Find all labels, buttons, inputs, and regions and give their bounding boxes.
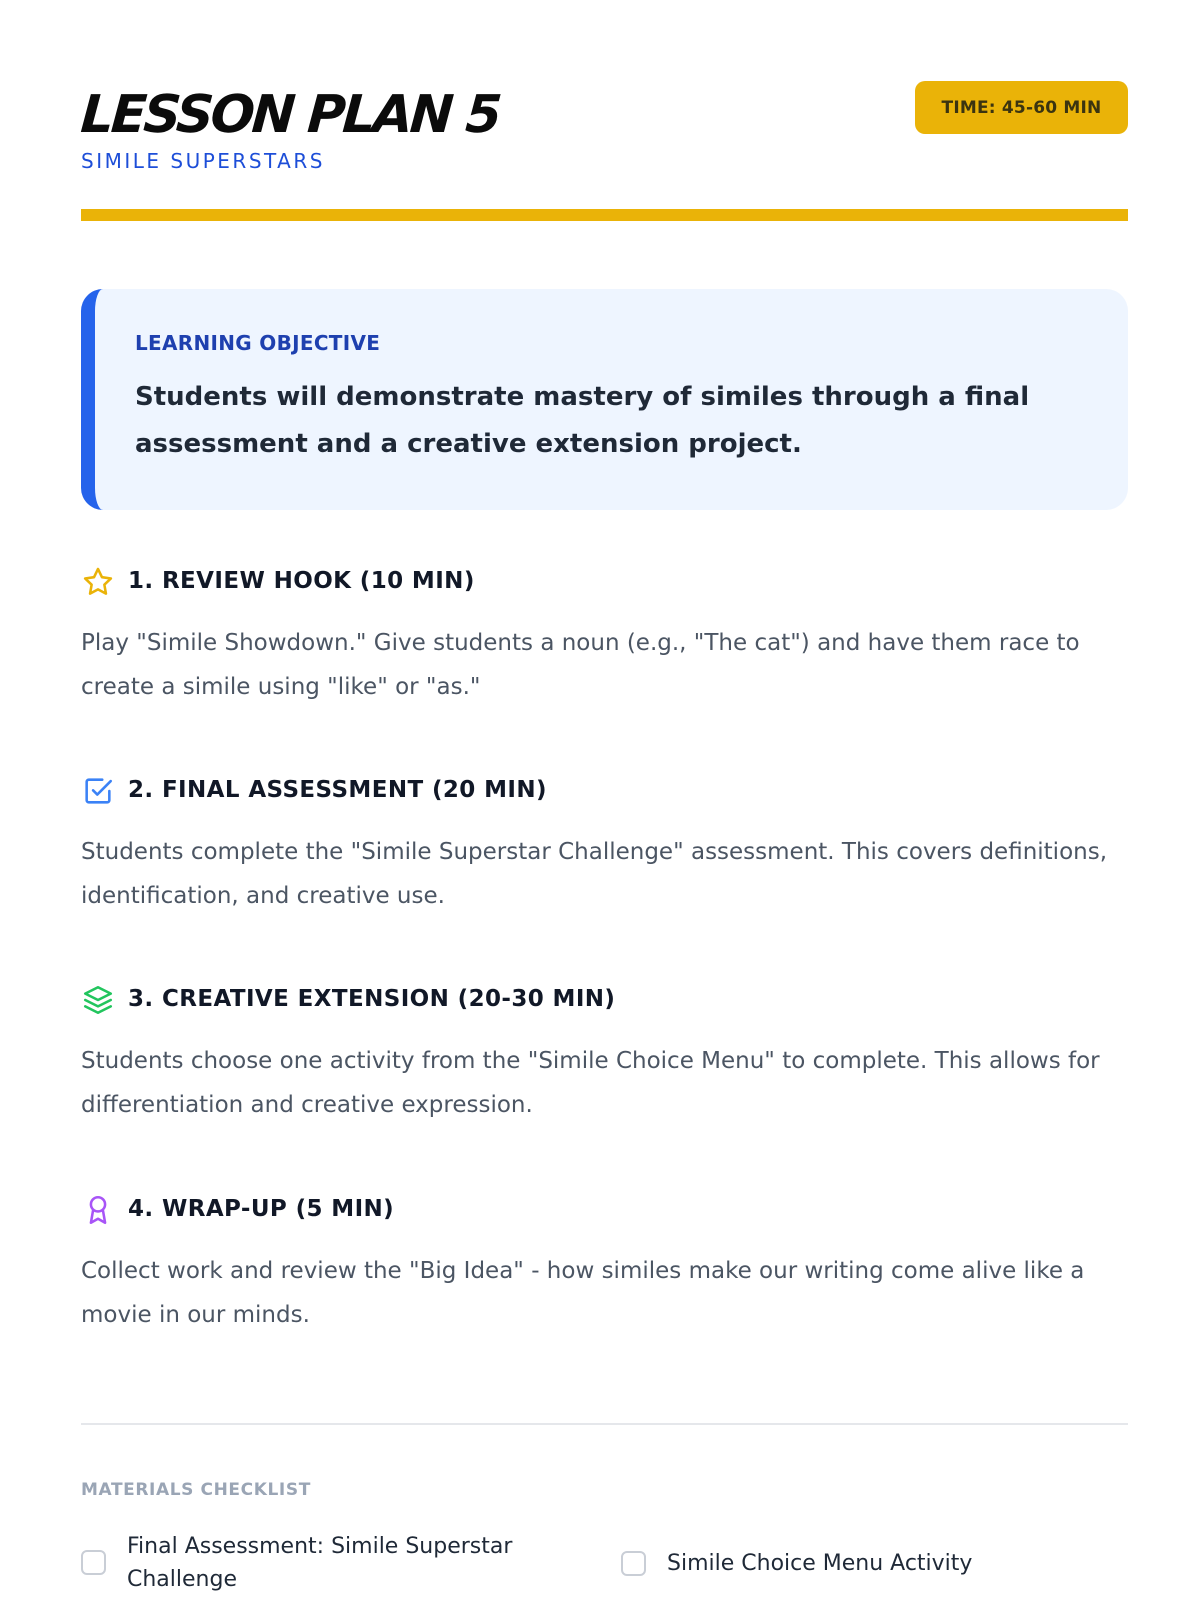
materials-item[interactable] [621, 1547, 1128, 1580]
section-divider [81, 1423, 1128, 1425]
step-header [81, 772, 1128, 812]
step-header [81, 1191, 1128, 1231]
time-badge: TIME: 45-60 MIN [915, 81, 1128, 134]
header-divider [81, 209, 1128, 221]
star-icon [81, 565, 115, 599]
step-description: Students complete the "Simile Superstar Challenge" assessment. This covers definitions, identification, and creative use. [81, 839, 1108, 909]
checkbox-check-icon [81, 774, 115, 808]
materials-label: MATERIALS CHECKLIST [81, 1480, 311, 1500]
lesson-plan-page [78, 0, 1128, 1592]
step-header [81, 981, 1128, 1021]
step-title: 1. REVIEW HOOK (10 MIN) [128, 568, 475, 594]
step-description: Play "Simile Showdown." Give students a noun (e.g., "The cat") and have them race to create a simile using "like" or "as." [81, 630, 1080, 700]
materials-item-label: Final Assessment: Simile Superstar Challenge [127, 1534, 513, 1592]
objective-text: Students will demonstrate mastery of similes through a final assessment and a creative extension project. [135, 382, 1030, 459]
objective-label: LEARNING OBJECTIVE [135, 331, 381, 355]
step-description: Collect work and review the "Big Idea" - how similes make our writing come alive like a movie in our minds. [81, 1258, 1085, 1328]
materials-checkbox[interactable] [621, 1551, 646, 1576]
materials-item-label: Simile Choice Menu Activity [667, 1551, 973, 1576]
step-title: 2. FINAL ASSESSMENT (20 MIN) [128, 777, 547, 803]
layers-icon [81, 983, 115, 1017]
page-title: LESSON PLAN 5 [78, 85, 501, 145]
step-header [81, 563, 1128, 603]
materials-checkbox[interactable] [81, 1550, 106, 1575]
page-subtitle: SIMILE SUPERSTARS [81, 149, 325, 173]
award-ribbon-icon [81, 1193, 115, 1227]
step-description: Students choose one activity from the "Simile Choice Menu" to complete. This allows for differentiation and creative expression. [81, 1048, 1100, 1118]
header [78, 0, 1128, 222]
materials-item[interactable] [81, 1530, 541, 1596]
step-creative-extension [81, 981, 1128, 1118]
step-final-assessment [81, 772, 1128, 909]
learning-objective-card [81, 289, 1128, 510]
step-title: 3. CREATIVE EXTENSION (20-30 MIN) [128, 986, 616, 1012]
step-wrap-up [81, 1191, 1128, 1328]
step-review-hook [81, 563, 1128, 700]
step-title: 4. WRAP-UP (5 MIN) [128, 1196, 395, 1222]
